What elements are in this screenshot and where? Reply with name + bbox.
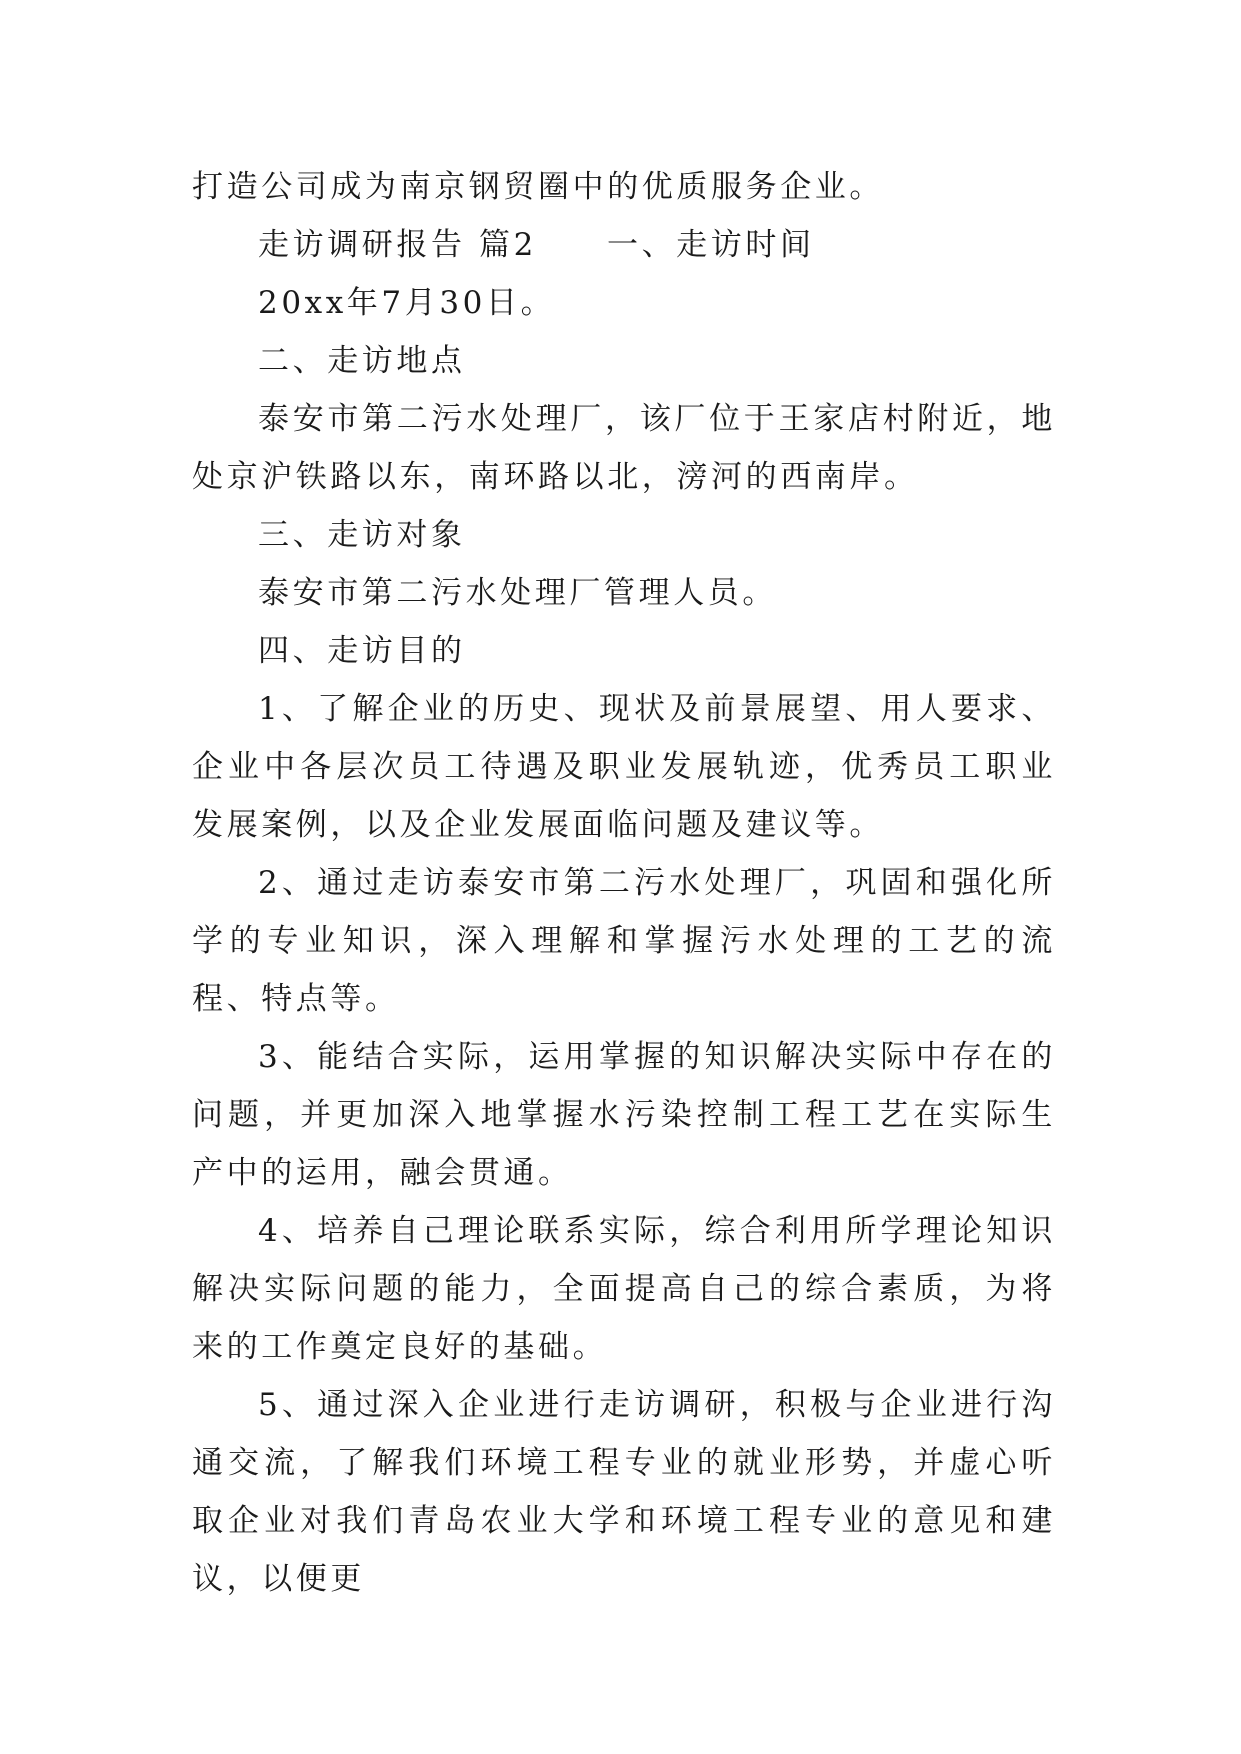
visit-date: 20xx年7月30日。 bbox=[258, 285, 556, 321]
paragraph-purpose-1: 1、了解企业的历史、现状及前景展望、用人要求、企业中各层次员工待遇及职业发展轨迹，优秀员工职业发展案例，以及企业发展面临问题及建议等。 bbox=[192, 691, 1056, 843]
section-heading: 四、走访目的 bbox=[258, 633, 466, 669]
paragraph-purpose-5: 5、通过深入企业进行走访调研，积极与企业进行沟通交流，了解我们环境工程专业的就业形势，并虚心听取企业对我们青岛农业大学和环境工程专业的意见和建议，以便更 bbox=[192, 1387, 1056, 1597]
section-heading-line bbox=[192, 216, 1056, 274]
section-heading-line bbox=[192, 332, 1056, 390]
section-heading: 二、走访地点 bbox=[258, 343, 466, 379]
paragraph-target: 泰安市第二污水处理厂管理人员。 bbox=[258, 575, 777, 611]
paragraph-purpose-4: 4、培养自己理论联系实际，综合利用所学理论知识解决实际问题的能力，全面提高自己的综合素质，为将来的工作奠定良好的基础。 bbox=[192, 1213, 1056, 1365]
line-text: 打造公司成为南京钢贸圈中的优质服务企业。 bbox=[192, 169, 884, 205]
text-line bbox=[192, 274, 1056, 332]
paragraph-purpose-2: 2、通过走访泰安市第二污水处理厂，巩固和强化所学的专业知识，深入理解和掌握污水处理的工艺的流程、特点等。 bbox=[192, 865, 1056, 1017]
section-heading: 一、走访时间 bbox=[606, 227, 815, 263]
paragraph-location: 泰安市第二污水处理厂，该厂位于王家店村附近，地处京沪铁路以东，南环路以北，滂河的西南岸。 bbox=[192, 401, 1056, 495]
paragraph-purpose-3: 3、能结合实际，运用掌握的知识解决实际中存在的问题，并更加深入地掌握水污染控制工程工艺在实际生产中的运用，融会贯通。 bbox=[192, 1039, 1056, 1191]
text-line bbox=[192, 158, 1056, 216]
section-heading: 三、走访对象 bbox=[258, 517, 466, 553]
report-title: 走访调研报告 篇2 bbox=[258, 227, 537, 263]
document-body bbox=[192, 158, 1056, 1608]
